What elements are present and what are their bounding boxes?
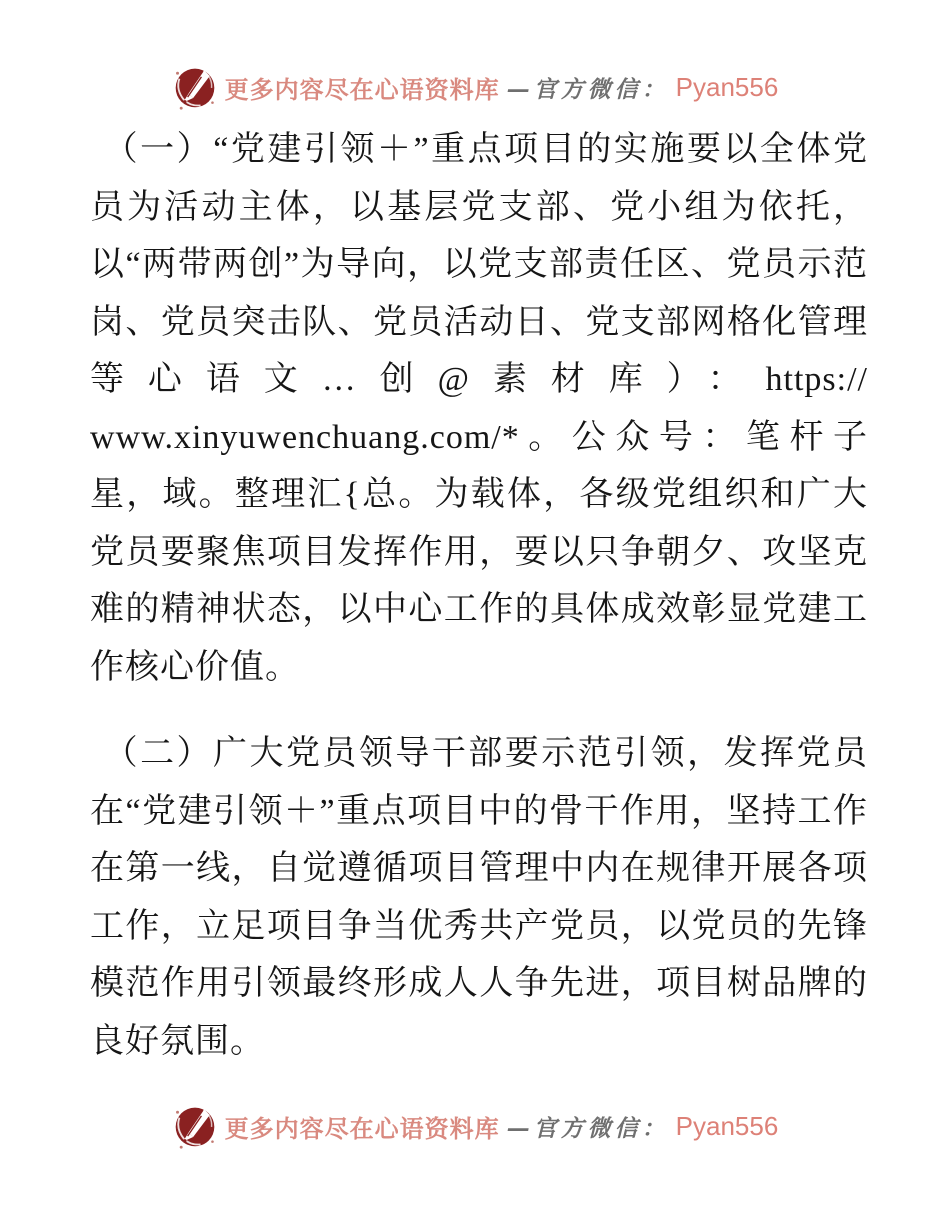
watermark-brand-text: 更多内容尽在心语资料库 [224, 1116, 500, 1143]
document-body [0, 114, 950, 1070]
footer-watermark [0, 1099, 950, 1153]
watermark-wechat-id: Pyan556 [675, 71, 779, 102]
pen-nib-seal-icon [172, 61, 218, 113]
pen-nib-seal-icon [172, 1100, 218, 1152]
paragraph-2: （二）广大党员领导干部要示范引领，发挥党员在“党建引领＋”重点项目中的骨干作用，坚持工作在第一线，自觉遵循项目管理中内在规律开展各项工作，立足项目争当优秀共产党员，以党员的先锋模范作用引领最终形成人人争先进，项目树品牌的良好氛围。 [90, 735, 868, 1060]
paragraph-1: （一）“党建引领＋”重点项目的实施要以全体党员为活动主体，以基层党支部、党小组为依托，以“两带两创”为导向，以党支部责任区、党员示范岗、党员突击队、党员活动日、党支部网格化管理等心语文…创@素材库）：https://​www.xinyuwenchuang.com/*。公众号：笔杆子星，域。整理汇{总。为载体，各级党组织和广大党员要聚焦项目发挥作用，要以只争朝夕、攻坚克难的精神状态，以中心工作的具体成效彰显党建工作核心价值。 [90, 131, 868, 686]
header-watermark [0, 60, 950, 114]
watermark-wechat-label: —官方微信： [506, 75, 669, 103]
watermark-wechat-label: —官方微信： [506, 1114, 669, 1142]
watermark-brand-text: 更多内容尽在心语资料库 [224, 77, 500, 104]
watermark-wechat-id: Pyan556 [675, 1110, 779, 1141]
